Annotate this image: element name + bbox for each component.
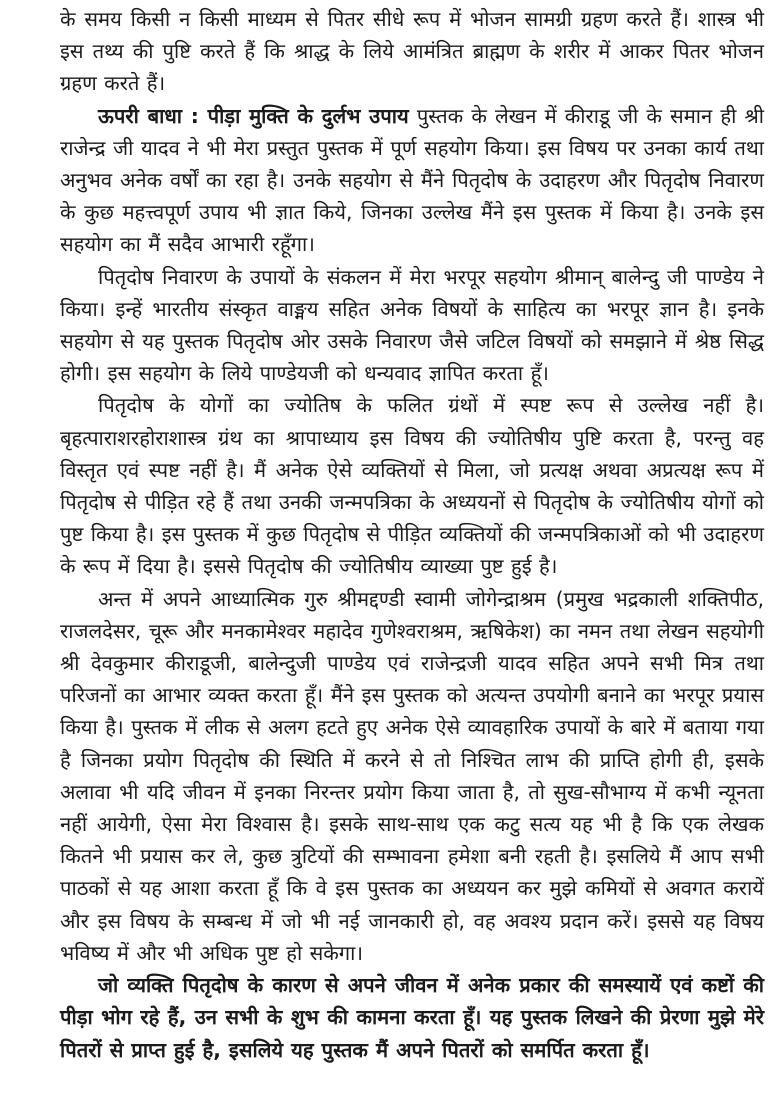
document-page <box>0 3 780 1111</box>
paragraph-acknowledgement-balendu: पितृदोष निवारण के उपायों के संकलन में मेरा भरपूर सहयोग श्रीमान् बालेन्दु जी पाण्डेय ने किया। इन्हें भारतीय संस्कृत वाङ्मय सहित अनेक विषयों के साहित्य का भरपूर ज्ञान है। इनके सहयोग से यह पुस्तक पितृदोष ओर उसके निवारण जैसे जटिल विषयों को समझाने में श्रेष्ठ सिद्ध होगी। इस सहयोग के लिये पाण्डेयजी को धन्यवाद ज्ञापित करता हूँ। <box>60 264 764 386</box>
paragraph-shraddha: के समय किसी न किसी माध्यम से पितर सीधे रूप में भोजन सामग्री ग्रहण करते हैं। शास्त्र भी इस तथ्य की पुष्टि करते हैं कि श्राद्ध के लिये आमंत्रित ब्राह्मण के शरीर में आकर पितर भोजन ग्रहण करते हैं। <box>60 7 764 96</box>
paragraph-acknowledgement-rajendra <box>60 100 764 261</box>
paragraph-gratitude: अन्त में अपने आध्यात्मिक गुरु श्रीमद्दण्डी स्वामी जोगेन्द्राश्रम (प्रमुख भद्रकाली शक्तिपीठ, राजलदेसर, चूरू और मनकामेश्वर महादेव गुणेश्वराश्रम, ऋषिकेश) का नमन तथा लेखन सहयोगी श्री देवकुमार कीराडूजी, बालेन्दुजी पाण्डेय एवं राजेन्द्रजी यादव सहित अपने सभी मित्र तथा परिजनों का आभार व्यक्त करता हूँ। मैंने इस पुस्तक को अत्यन्त उपयोगी बनाने का भरपूर प्रयास किया है। पुस्तक में लीक से अलग हटते हुए अनेक ऐसे व्यावहारिक उपायों के बारे में बताया गया है जिनका प्रयोग पितृदोष की स्थिति में करने से तो निश्चित लाभ की प्राप्ति होगी ही, इसके अलावा भी यदि जीवन में इनका निरन्तर प्रयोग किया जाता है, तो सुख-सौभाग्य में कभी न्यूनता नहीं आयेगी, ऐसा मेरा विश्वास है। इसके साथ-साथ एक कटु सत्य यह भी है कि एक लेखक कितने भी प्रयास कर ले, कुछ त्रुटियों की सम्भावना हमेशा बनी रहती है। इसलिये मैं आप सभी पाठकों से यह आशा करता हूँ कि वे इस पुस्तक का अध्ययन कर मुझे कमियों से अवगत करायें और इस विषय के सम्बन्ध में जो भी नई जानकारी हो, वह अवश्य प्रदान करें। इससे यह विषय भविष्य में और भी अधिक पुष्ट हो सकेगा। <box>60 586 764 965</box>
paragraph-dedication: जो व्यक्ति पितृदोष के कारण से अपने जीवन में अनेक प्रकार की समस्यायें एवं कष्टों की पीड़ा भोग रहे हैं, उन सभी के शुभ की कामना करता हूँ। यह पुस्तक लिखने की प्रेरणा मुझे मेरे पितरों से प्राप्त हुई है, इसलिये यह पुस्तक मैं अपने पितरों को समर्पित करता हूँ। <box>60 973 764 1062</box>
paragraph-acknowledgement-rajendra-text: पुस्तक के लेखन में कीराडू जी के समान ही श्री राजेन्द्र जी यादव ने भी मेरा प्रस्तुत पुस्तक में पूर्ण सहयोग किया। इस विषय पर उनका कार्य तथा अनुभव अनेक वर्षों का रहा है। उनके सहयोग से मैंने पितृदोष के उदाहरण और पितृदोष निवारण के कुछ महत्त्वपूर्ण उपाय भी ज्ञात किये, जिनका उल्लेख मैंने इस पुस्तक में किया है। उनके इस सहयोग का मैं सदैव आभारी रहूँगा। <box>60 103 764 257</box>
paragraph-astrology: पितृदोष के योगों का ज्योतिष के फलित ग्रंथों में स्पष्ट रूप से उल्लेख नहीं है। बृहत्पाराशरहोराशास्त्र ग्रंथ का श्रापाध्याय इस विषय की ज्योतिषीय पुष्टि करता है, परन्तु वह विस्तृत एवं स्पष्ट नहीं है। मैं अनेक ऐसे व्यक्तियों से मिला, जो प्रत्यक्ष अथवा अप्रत्यक्ष रूप में पितृदोष से पीड़ित रहे हैं तथा उनकी जन्मपत्रिका के अध्ययनों से पितृदोष के ज्योतिषीय योगों को पुष्ट किया है। इस पुस्तक में कुछ पितृदोष से पीड़ित व्यक्तियों की जन्मपत्रिकाओं को भी उदाहरण के रूप में दिया है। इससे पितृदोष की ज्योतिषीय व्याख्या पुष्ट हुई है। <box>60 393 764 579</box>
book-title: ऊपरी बाधा : पीड़ा मुक्ति के दुर्लभ उपाय <box>98 103 409 128</box>
